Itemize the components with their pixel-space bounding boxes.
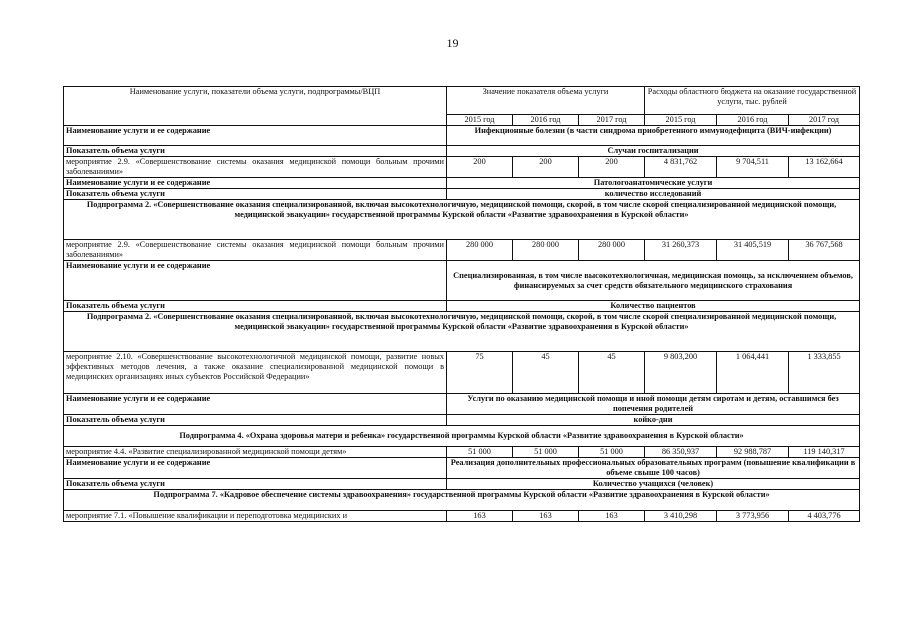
row-value: Специализированная, в том числе высокотехнологичная, медицинская помощь, за исключением объемов, финансируемых за счет средств обязательного медицинского страхования <box>447 261 860 301</box>
year-cell: 2017 год <box>789 115 860 126</box>
value-cell: 163 <box>513 511 579 522</box>
subprogram-title: Подпрограмма 2. «Совершенствование оказания специализированной, включая высокотехнологичную, медицинской помощи, скорой, в том числе скорой специализированной медицинской помощи, медицинской эвакуации» государственной программы Курской области «Развитие здравоохранения в Курской области» <box>64 312 860 352</box>
year-cell: 2016 год <box>717 115 789 126</box>
row-label: Наименование услуги и ее содержание <box>64 126 447 146</box>
value-cell: 51 000 <box>579 447 645 458</box>
row-label: Показатель объема услуги <box>64 479 447 490</box>
value-cell: 3 410,298 <box>645 511 717 522</box>
table-row <box>64 447 860 458</box>
value-cell: 92 988,787 <box>717 447 789 458</box>
table-row <box>64 301 860 312</box>
table-row <box>64 240 860 261</box>
row-value: койко-дни <box>447 415 860 426</box>
subprogram-row <box>64 490 860 511</box>
header-name: Наименование услуги, показатели объема услуги, подпрограммы/ВЦП <box>64 87 447 126</box>
row-value: Количество пациентов <box>447 301 860 312</box>
row-label: мероприятие 2.10. «Совершенствование высокотехнологичной медицинской помощи, развитие новых эффективных методов лечения, а также оказание специализированной медицинской помощи в медицинских организациях иных субъектов Российской Федерации» <box>64 352 447 394</box>
row-label: Наименование услуги и ее содержание <box>64 261 447 301</box>
value-cell: 280 000 <box>579 240 645 261</box>
value-cell: 4 403,776 <box>789 511 860 522</box>
row-value: Патологоанатомические услуги <box>447 178 860 189</box>
value-cell: 9 803,200 <box>645 352 717 394</box>
table-row <box>64 146 860 157</box>
row-value: Количество учащихся (человек) <box>447 479 860 490</box>
value-cell: 200 <box>579 157 645 178</box>
table-row <box>64 178 860 189</box>
value-cell: 4 831,762 <box>645 157 717 178</box>
value-cell: 3 773,956 <box>717 511 789 522</box>
table-row <box>64 415 860 426</box>
page-number: 19 <box>446 36 459 50</box>
value-cell: 163 <box>447 511 513 522</box>
value-cell: 1 064,441 <box>717 352 789 394</box>
budget-table <box>63 86 860 522</box>
row-label: Наименование услуги и ее содержание <box>64 394 447 415</box>
value-cell: 45 <box>579 352 645 394</box>
row-label: Наименование услуги и ее содержание <box>64 458 447 479</box>
subprogram-title: Подпрограмма 4. «Охрана здоровья матери и ребенка» государственной программы Курской области «Развитие здравоохранения в Курской области» <box>64 426 860 447</box>
row-value: Инфекционные болезни (в части синдрома приобретенного иммунодефицита (ВИЧ-инфекции) <box>447 126 860 146</box>
row-label: Показатель объема услуги <box>64 415 447 426</box>
row-label: мероприятие 4.4. «Развитие специализированной медицинской помощи детям» <box>64 447 447 458</box>
row-value: количество исследований <box>447 189 860 200</box>
table-row <box>64 189 860 200</box>
table-row <box>64 352 860 394</box>
table-row <box>64 511 860 522</box>
row-label: Показатель объема услуги <box>64 146 447 157</box>
year-cell: 2015 год <box>447 115 513 126</box>
row-value: Услуги по оказанию медицинской помощи и иной помощи детям сиротам и детям, оставшимся без попечения родителей <box>447 394 860 415</box>
value-cell: 200 <box>513 157 579 178</box>
row-label: Показатель объема услуги <box>64 189 447 200</box>
row-label: Показатель объема услуги <box>64 301 447 312</box>
subprogram-row <box>64 312 860 352</box>
value-cell: 119 140,317 <box>789 447 860 458</box>
value-cell: 51 000 <box>513 447 579 458</box>
value-cell: 1 333,855 <box>789 352 860 394</box>
value-cell: 280 000 <box>447 240 513 261</box>
row-label: мероприятие 7.1. «Повышение квалификации и переподготовка медицинских и <box>64 511 447 522</box>
row-value: Реализация дополнительных профессиональных образовательных программ (повышение квалификации в объеме свыше 100 часов) <box>447 458 860 479</box>
table-row <box>64 157 860 178</box>
subprogram-row <box>64 426 860 447</box>
value-cell: 31 405,519 <box>717 240 789 261</box>
year-cell: 2017 год <box>579 115 645 126</box>
value-cell: 163 <box>579 511 645 522</box>
value-cell: 86 350,937 <box>645 447 717 458</box>
year-cell: 2015 год <box>645 115 717 126</box>
value-cell: 75 <box>447 352 513 394</box>
value-cell: 9 704,511 <box>717 157 789 178</box>
value-cell: 13 162,664 <box>789 157 860 178</box>
subprogram-title: Подпрограмма 7. «Кадровое обеспечение системы здравоохранения» государственной программы Курской области «Развитие здравоохранения в Курской области» <box>64 490 860 511</box>
header-row <box>64 87 860 115</box>
value-cell: 200 <box>447 157 513 178</box>
table-row <box>64 479 860 490</box>
table-row <box>64 126 860 146</box>
value-cell: 31 260,373 <box>645 240 717 261</box>
row-label: мероприятие 2.9. «Совершенствование системы оказания медицинской помощи больным прочими заболеваниями» <box>64 157 447 178</box>
table-row <box>64 261 860 301</box>
year-cell: 2016 год <box>513 115 579 126</box>
subprogram-title: Подпрограмма 2. «Совершенствование оказания специализированной, включая высокотехнологичную, медицинской помощи, скорой, в том числе скорой специализированной медицинской помощи, медицинской эвакуации» государственной программы Курской области «Развитие здравоохранения в Курской области» <box>64 200 860 240</box>
table-row <box>64 394 860 415</box>
row-label: мероприятие 2.9. «Совершенствование системы оказания медицинской помощи больным прочими заболеваниями» <box>64 240 447 261</box>
value-cell: 280 000 <box>513 240 579 261</box>
value-cell: 51 000 <box>447 447 513 458</box>
row-value: Случаи госпитализации <box>447 146 860 157</box>
table-row <box>64 458 860 479</box>
value-cell: 45 <box>513 352 579 394</box>
header-volume: Значение показателя объема услуги <box>447 87 645 115</box>
header-expenses: Расходы областного бюджета на оказание государственной услуги, тыс. рублей <box>645 87 860 115</box>
row-label: Наименование услуги и ее содержание <box>64 178 447 189</box>
value-cell: 36 767,568 <box>789 240 860 261</box>
subprogram-row <box>64 200 860 240</box>
